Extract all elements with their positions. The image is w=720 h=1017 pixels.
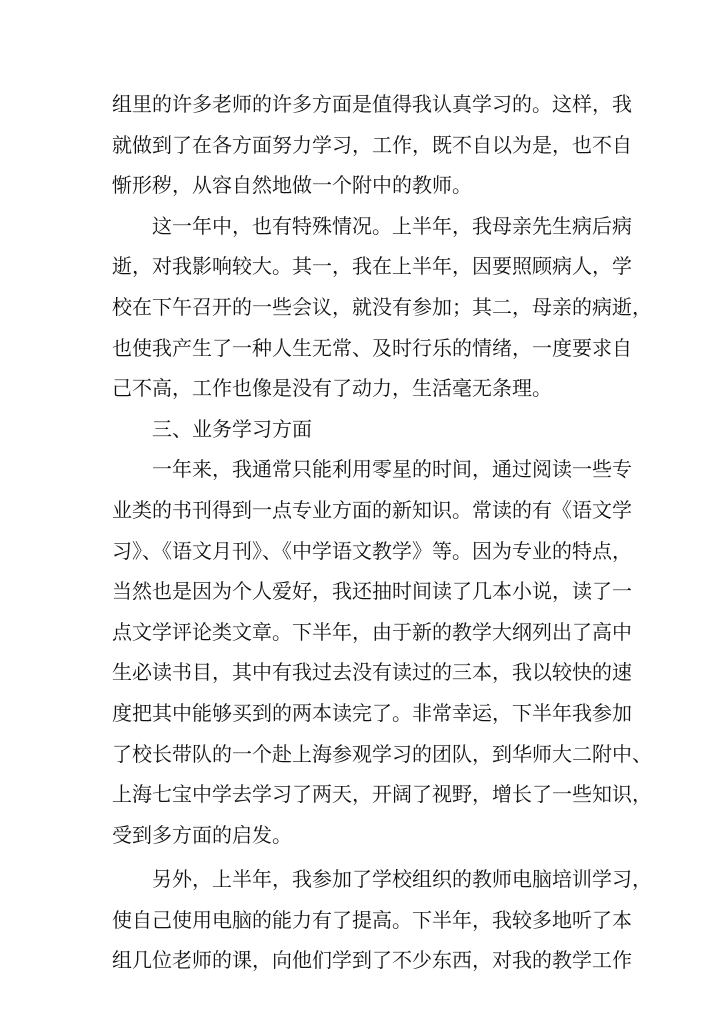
- text-line: 点文学评论类文章。下半年，由于新的教学大纲列出了高中: [112, 619, 632, 644]
- text-line: 组里的许多老师的许多方面是值得我认真学习的。这样，我: [112, 92, 632, 116]
- text-line: 业类的书刊得到一点专业方面的新知识。常读的有《语文学: [112, 497, 632, 522]
- text-line: 校在下午召开的一些会议，就没有参加；其二，母亲的病逝，: [112, 294, 652, 319]
- text-line: 逝，对我影响较大。其一，我在上半年，因要照顾病人，学: [112, 254, 632, 279]
- text-line: 一年来，我通常只能利用零星的时间，通过阅读一些专: [152, 457, 632, 482]
- text-line: 己不高，工作也像是没有了动力，生活毫无条理。: [112, 376, 552, 401]
- text-line: 上海七宝中学去学习了两天，开阔了视野，增长了一些知识，: [112, 782, 652, 807]
- text-line: 惭形秽，从容自然地做一个附中的教师。: [112, 173, 472, 198]
- text-line: 三、业务学习方面: [152, 416, 312, 441]
- text-line: 当然也是因为个人爱好，我还抽时间读了几本小说，读了一: [112, 579, 632, 604]
- text-line: 习》、《语文月刊》、《中学语文教学》等。因为专业的特点，: [112, 538, 632, 563]
- text-line: 度把其中能够买到的两本读完了。非常幸运，下半年我参加: [112, 700, 632, 725]
- text-line: 组几位老师的课，向他们学到了不少东西，对我的教学工作: [112, 948, 632, 973]
- document-body: [112, 84, 652, 981]
- text-line: 受到多方面的启发。: [112, 822, 292, 847]
- text-line: 生必读书目，其中有我过去没有读过的三本，我以较快的速: [112, 660, 632, 685]
- text-line: 使自己使用电脑的能力有了提高。下半年，我较多地听了本: [112, 907, 632, 932]
- text-line: 了校长带队的一个赴上海参观学习的团队，到华师大二附中、: [112, 741, 652, 766]
- text-line: 就做到了在各方面努力学习，工作，既不自以为是，也不自: [112, 132, 632, 157]
- text-line: 这一年中，也有特殊情况。上半年，我母亲先生病后病: [152, 213, 632, 238]
- text-line: 另外，上半年，我参加了学校组织的教师电脑培训学习，: [152, 867, 652, 892]
- text-line: 也使我产生了一种人生无常、及时行乐的情绪，一度要求自: [112, 335, 632, 360]
